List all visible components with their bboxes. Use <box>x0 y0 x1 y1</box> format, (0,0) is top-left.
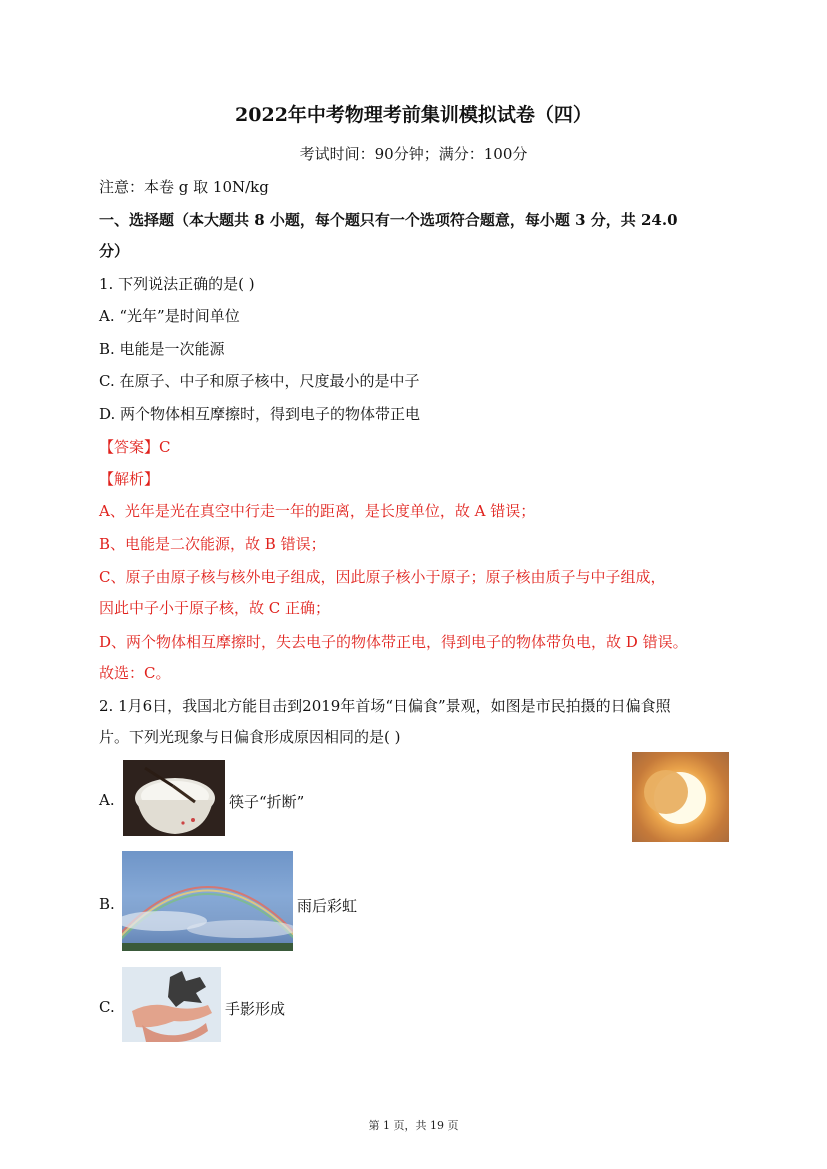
option-c-caption: 手影形成 <box>225 1000 286 1018</box>
exam-info: 考试时间：90分钟；满分：100分 <box>299 145 528 163</box>
option-a-caption: 筷子“折断” <box>229 793 305 811</box>
analysis-line: 因此中子小于原子核，故 C 正确； <box>99 599 331 617</box>
rainbow-image <box>122 851 293 951</box>
note: 注意：本卷 g 取 10N/kg <box>99 178 269 196</box>
paper-title: 2022年中考物理考前集训模拟试卷（四） <box>235 104 592 126</box>
question-1-stem: 1. 下列说法正确的是( ) <box>99 275 255 293</box>
question-2-stem: 2. 1月6日，我国北方能目击到2019年首场“日偏食”景观，如图是市民拍摄的日偏食照 <box>99 697 671 715</box>
analysis-conclusion: 故选：C。 <box>99 664 171 682</box>
page-footer: 第 1 页，共 19 页 <box>368 1119 459 1132</box>
question-1-option-d: D. 两个物体相互摩擦时，得到电子的物体带正电 <box>99 405 421 423</box>
bowl-chopsticks-image <box>123 760 225 836</box>
option-b-caption: 雨后彩虹 <box>297 897 358 915</box>
option-b-label: B. <box>99 895 115 913</box>
option-c-label: C. <box>99 998 115 1016</box>
question-1-option-b: B. 电能是一次能源 <box>99 340 225 358</box>
section-heading-cont: 分） <box>99 242 130 260</box>
analysis-line: A、光年是光在真空中行走一年的距离，是长度单位，故 A 错误； <box>99 502 536 520</box>
question-1-option-c: C. 在原子、中子和原子核中，尺度最小的是中子 <box>99 372 420 390</box>
analysis-label: 【解析】 <box>99 470 160 488</box>
analysis-line: C、原子由原子核与核外电子组成，因此原子核小于原子；原子核由质子与中子组成， <box>99 568 666 586</box>
section-heading: 一、选择题（本大题共 8 小题，每个题只有一个选项符合题意，每小题 3 分，共 24.0 <box>99 211 678 229</box>
question-2-stem-cont: 片。下列光现象与日偏食形成原因相同的是( ) <box>99 728 401 746</box>
analysis-line: B、电能是二次能源，故 B 错误； <box>99 535 326 553</box>
hand-shadow-image <box>122 967 221 1042</box>
partial-eclipse-photo <box>632 752 729 842</box>
analysis-line: D、两个物体相互摩擦时，失去电子的物体带正电，得到电子的物体带负电，故 D 错误。 <box>99 633 688 651</box>
question-1-option-a: A. “光年”是时间单位 <box>99 307 240 325</box>
answer: 【答案】C <box>99 438 171 456</box>
option-a-label: A. <box>99 791 115 809</box>
